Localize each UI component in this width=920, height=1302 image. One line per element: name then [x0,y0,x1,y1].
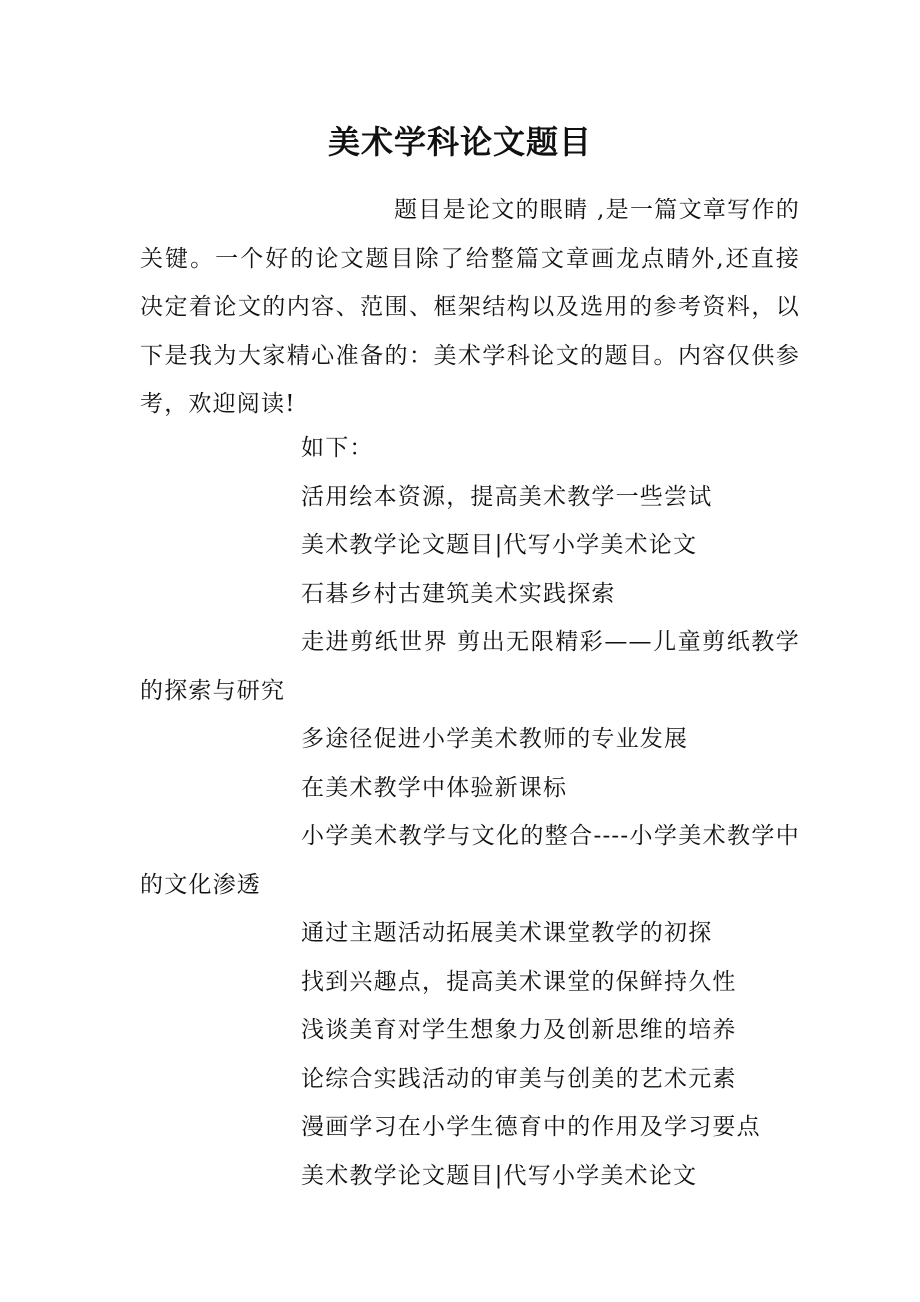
list-item: 石碁乡村古建筑美术实践探索 [301,580,616,607]
list-item: 论综合实践活动的审美与创美的艺术元素 [301,1065,737,1092]
list-item: 如下： [301,435,374,461]
page-title: 美术学科论文题目 [327,123,592,161]
list-item: 美术教学论文题目|代写小学美术论文 [301,532,698,558]
list-item: 找到兴趣点，提高美术课堂的保鲜持久性 [301,968,737,995]
list-item: 活用绘本资源，提高美术教学一些尝试 [301,483,713,510]
list-item: 走进剪纸世界 剪出无限精彩——儿童剪纸教学的探索与研究 [140,629,800,704]
topic-list [140,424,800,1200]
list-item: 通过主题活动拓展美术课堂教学的初探 [301,920,713,946]
list-item: 在美术教学中体验新课标 [301,774,568,801]
list-item: 小学美术教学与文化的整合----小学美术教学中的文化渗透 [140,823,800,898]
list-item: 多途径促进小学美术教师的专业发展 [301,726,689,752]
list-item: 浅谈美育对学生想象力及创新思维的培养 [301,1017,737,1043]
list-item: 美术教学论文题目|代写小学美术论文 [301,1162,698,1189]
intro-paragraph: 题目是论文的眼睛 ,是一篇文章写作的关键。一个好的论文题目除了给整篇文章画龙点睛外,还直接决定着论文的内容、范围、框架结构以及选用的参考资料，以下是我为大家精心准备的：美术学科论文的题目。内容仅供参考，欢迎阅读! [140,197,800,417]
list-item: 漫画学习在小学生德育中的作用及学习要点 [301,1114,761,1140]
